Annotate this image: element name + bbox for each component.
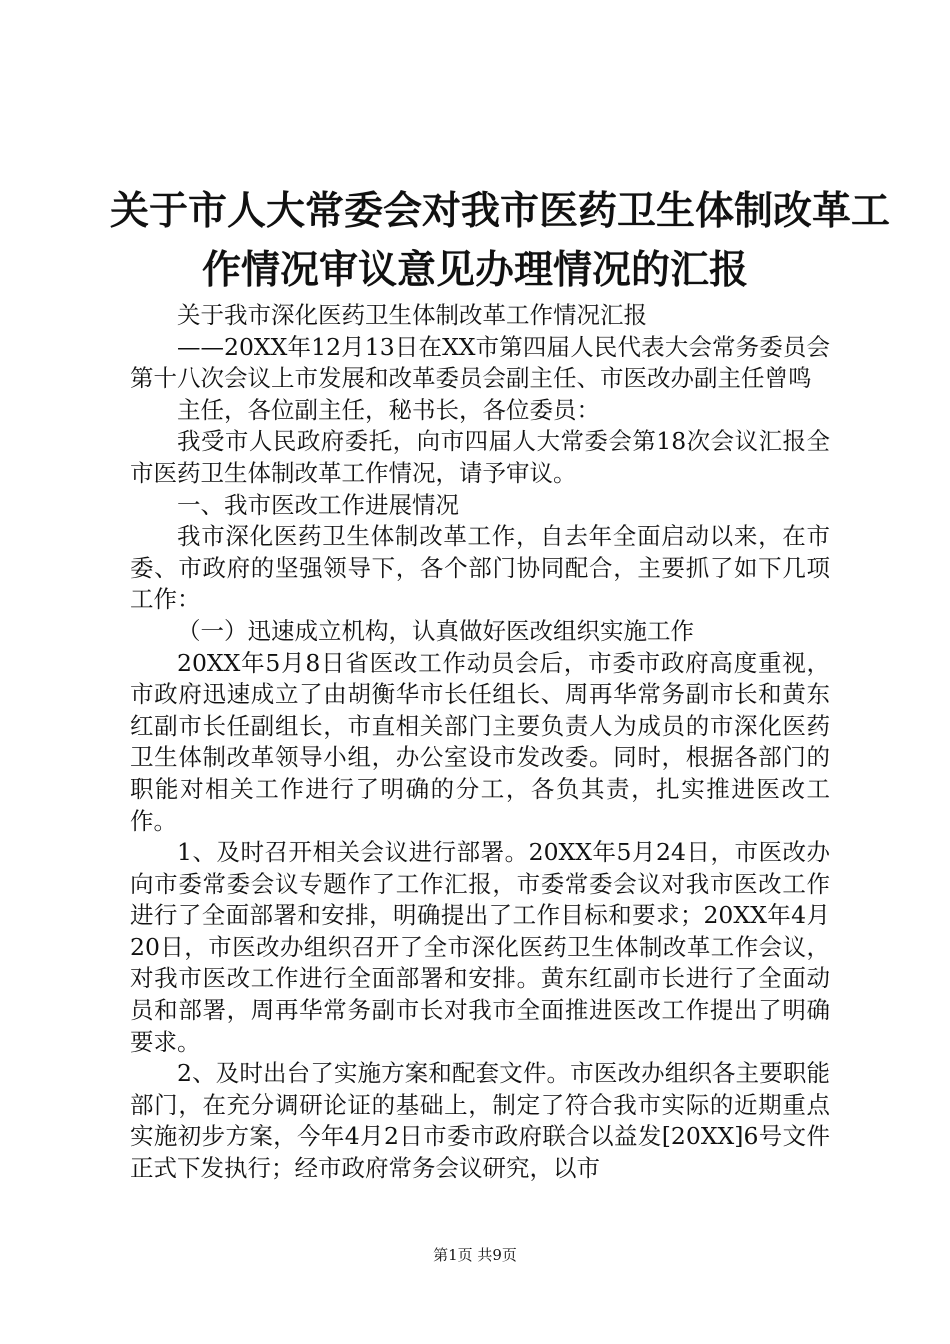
paragraph-overview: 我市深化医药卫生体制改革工作，自去年全面启动以来，在市委、市政府的坚强领导下，各个部门协同配合，主要抓了如下几项工作： bbox=[130, 522, 830, 614]
page-number-footer: 第1页 共9页 bbox=[433, 1246, 517, 1264]
paragraph-organization: 20XX年5月8日省医改工作动员会后，市委市政府高度重视，市政府迅速成立了由胡衡华市长任组长、周再华常务副市长和黄东红副市长任副组长，市直相关部门主要负责人为成员的市深化医药卫生体制改革领导小组，办公室设市发改委。同时，根据各部门的职能对相关工作进行了明确的分工，各负其责，扎实推进医改工作。 bbox=[130, 648, 830, 835]
document-title-line-1: 关于市人大常委会对我市医药卫生体制改革工 bbox=[110, 188, 891, 234]
paragraph-speaker-info: ——20XX年12月13日在XX市第四届人民代表大会常务委员会第十八次会议上市发展和改革委员会副主任、市医改办副主任曾鸣 bbox=[130, 332, 830, 393]
subsection-heading-1: （一）迅速成立机构，认真做好医改组织实施工作 bbox=[177, 616, 694, 645]
paragraph-intro: 我受市人民政府委托，向市四届人大常委会第18次会议汇报全市医药卫生体制改革工作情况，请予审议。 bbox=[130, 427, 830, 487]
document-body bbox=[130, 300, 830, 1185]
section-heading-1: 一、我市医改工作进展情况 bbox=[177, 490, 459, 519]
paragraph-item-2: 2、及时出台了实施方案和配套文件。市医改办组织各主要职能部门，在充分调研论证的基础上，制定了符合我市实际的近期重点实施初步方案，今年4月2日市委市政府联合以益发[20XX]6号文件正式下发执行；经市政府常务会议研究，以市 bbox=[130, 1059, 830, 1183]
paragraph-subtitle: 关于我市深化医药卫生体制改革工作情况汇报 bbox=[177, 301, 647, 329]
document-title-line-2: 作情况审议意见办理情况的汇报 bbox=[201, 247, 748, 293]
paragraph-item-1: 1、及时召开相关会议进行部署。20XX年5月24日，市医改办向市委常委会议专题作了工作汇报，市委常委会议对我市医改工作进行了全面部署和安排，明确提出了工作目标和要求；20XX年4月20日，市医改办组织召开了全市深化医药卫生体制改革工作会议，对我市医改工作进行全面部署和安排。黄东红副市长进行了全面动员和部署，周再华常务副市长对我市全面推进医改工作提出了明确要求。 bbox=[130, 838, 830, 1056]
paragraph-salutation: 主任，各位副主任，秘书长，各位委员： bbox=[177, 395, 600, 424]
